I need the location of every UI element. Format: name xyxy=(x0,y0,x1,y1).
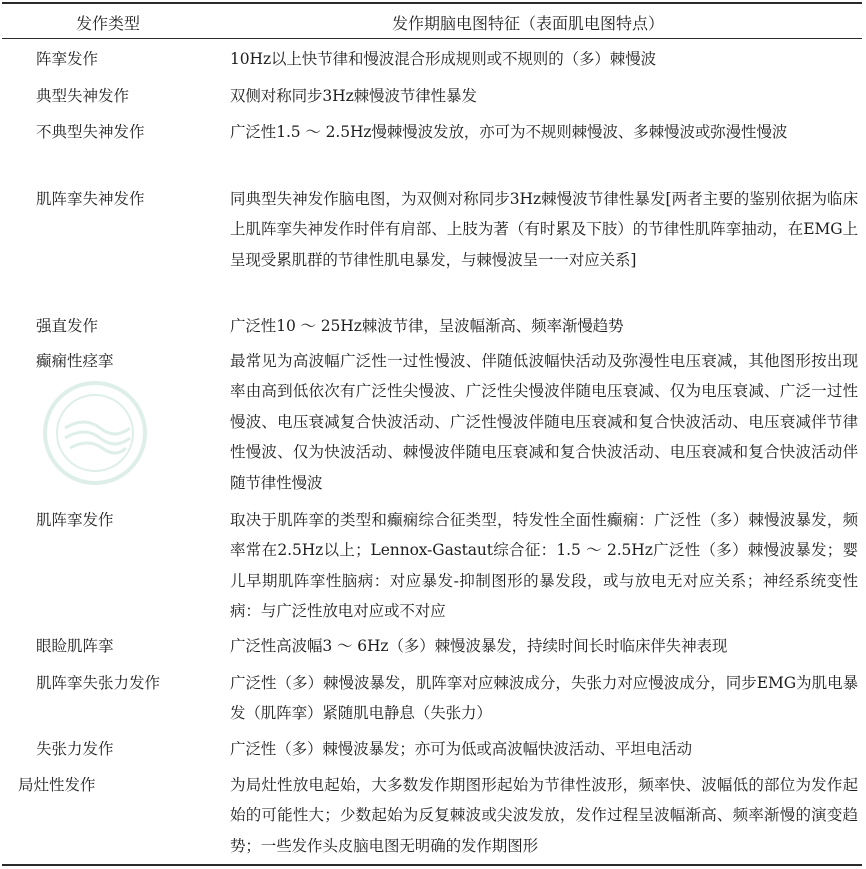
seizure-type: 不典型失神发作 xyxy=(36,123,145,141)
seizure-type: 失张力发作 xyxy=(36,740,114,758)
table-row xyxy=(0,734,860,764)
seizure-type: 局灶性发作 xyxy=(18,776,96,794)
eeg-description: 最常见为高波幅广泛性一过性慢波、伴随低波幅快活动及弥漫性电压衰减，其他图形按出现率由高到低依次有广泛性尖慢波、广泛性尖慢波伴随电压衰减、仅为电压衰减、广泛一过性慢波、电压衰减复合快波活动、广泛性慢波伴随电压衰减和复合快波活动、电压衰减伴节律性慢波、仅为快波活动、棘慢波伴随电压衰减和复合快波活动、电压衰减和复合快波活动伴随节律性慢波 xyxy=(230,352,858,492)
table-row xyxy=(0,44,860,74)
table-row xyxy=(0,668,860,730)
table-row xyxy=(0,311,860,341)
eeg-description: 10Hz以上快节律和慢波混合形成规则或不规则的（多）棘慢波 xyxy=(230,50,657,68)
seizure-type: 阵挛发作 xyxy=(36,50,99,68)
eeg-description: 广泛性（多）棘慢波暴发，肌阵挛对应棘波成分，失张力对应慢波成分，同步EMG为肌电暴发（肌阵挛）紧随肌电静息（失张力） xyxy=(230,674,858,723)
seizure-type: 肌阵挛失神发作 xyxy=(36,190,145,208)
table-row xyxy=(0,81,860,111)
table-row xyxy=(0,505,860,627)
eeg-description: 广泛性（多）棘慢波暴发；亦可为低或高波幅快波活动、平坦电活动 xyxy=(230,740,693,758)
seizure-type: 强直发作 xyxy=(36,317,99,335)
table-row xyxy=(0,184,860,306)
seizure-type: 癫痫性痉挛 xyxy=(36,352,114,370)
seizure-type: 肌阵挛发作 xyxy=(36,511,114,529)
table-row xyxy=(0,117,860,179)
eeg-description: 同典型失神发作脑电图，为双侧对称同步3Hz棘慢波节律性暴发[两者主要的鉴别依据为临床上肌阵挛失神发作时伴有肩部、上肢为著（有时累及下肢）的节律性肌阵挛抽动，在EMG上呈现受累肌群的节律性肌电暴发，与棘慢波呈一一对应关系] xyxy=(230,190,858,269)
eeg-description: 取决于肌阵挛的类型和癫痫综合征类型，特发性全面性癫痫：广泛性（多）棘慢波暴发，频率常在2.5Hz以上；Lennox-Gastaut综合征：1.5 ～ 2.5Hz广泛性（多）棘慢波暴发；婴儿早期肌阵挛性脑病：对应暴发-抑制图形的暴发段，或与放电无对应关系；神经系统变性病：与广泛性放电对应或不对应 xyxy=(230,511,858,621)
header-rule xyxy=(2,38,862,39)
eeg-description: 双侧对称同步3Hz棘慢波节律性暴发 xyxy=(230,87,477,105)
seizure-type: 肌阵挛失张力发作 xyxy=(36,674,161,692)
eeg-description: 广泛性高波幅3 ～ 6Hz（多）棘慢波暴发，持续时间长时临床伴失神表现 xyxy=(230,637,728,655)
eeg-description: 为局灶性放电起始，大多数发作期图形起始为节律性波形，频率快、波幅低的部位为发作起始的可能性大；少数起始为反复棘波或尖波发放，发作过程呈波幅渐高、频率渐慢的演变趋势；一些发作头皮脑电图无明确的发作期图形 xyxy=(230,776,858,855)
seizure-type: 典型失神发作 xyxy=(36,87,130,105)
seizure-type: 眼睑肌阵挛 xyxy=(36,637,114,655)
table-row xyxy=(0,346,860,498)
header-eeg-feature: 发作期脑电图特征（表面肌电图特点） xyxy=(392,14,665,33)
table-row xyxy=(0,631,860,661)
eeg-description: 广泛性1.5 ～ 2.5Hz慢棘慢波发放，亦可为不规则棘慢波、多棘慢波或弥漫性慢波 xyxy=(230,123,788,141)
header-seizure-type: 发作类型 xyxy=(76,14,141,33)
eeg-description: 广泛性10 ～ 25Hz棘波节律，呈波幅渐高、频率渐慢趋势 xyxy=(230,317,624,335)
table-row xyxy=(0,770,860,862)
bottom-rule xyxy=(2,864,862,866)
eeg-feature-table xyxy=(2,2,862,39)
table-header xyxy=(2,4,862,38)
